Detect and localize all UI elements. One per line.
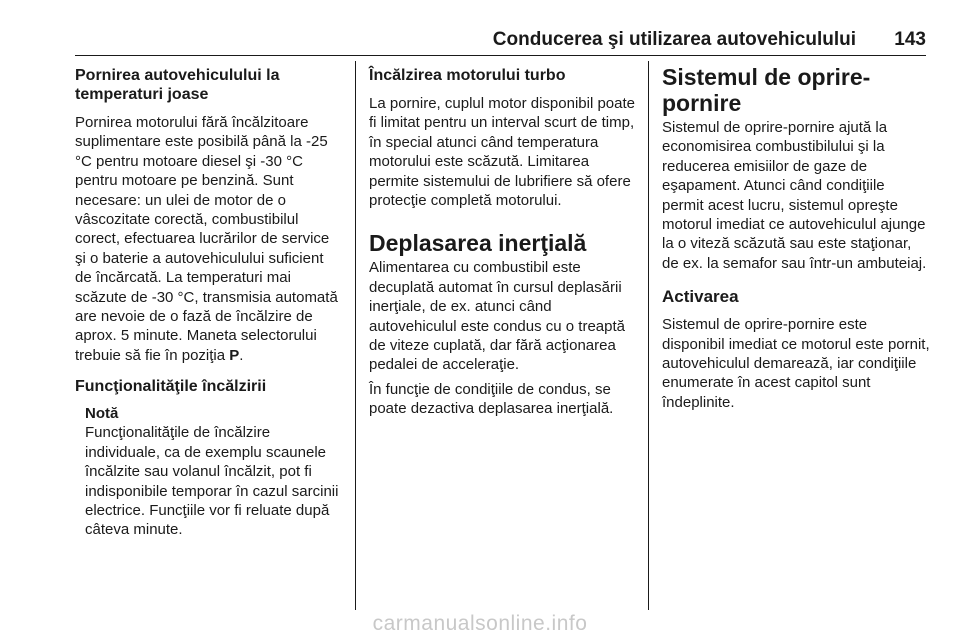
site-watermark: carmanualsonline.info (372, 612, 588, 635)
column-divider-1 (355, 61, 356, 610)
header-rule (75, 55, 926, 56)
note-label: Notă (85, 405, 119, 423)
cold-start-paragraph (75, 113, 343, 365)
selector-position-p: P (229, 346, 240, 364)
section-heading-coasting: Deplasarea inerţială (369, 230, 587, 257)
section-heading-stop-start: Sistemul de oprire-pornire (662, 64, 871, 116)
coasting-paragraph-2: În funcţie de condiţiile de condus, se poate dezactiva deplasarea inerţială. (369, 380, 614, 418)
section-heading-turbo: Încălzirea motorului turbo (369, 67, 566, 84)
page-number: 143 (894, 29, 926, 50)
note-block (85, 404, 343, 539)
turbo-paragraph: La pornire, cuplul motor disponibil poate fi limitat pentru un interval scurt de timp, în special atunci când temperatura motorului este scăzută. Limitarea permite sistemului de lubrifiere să ofere protecţie completă motorului. (369, 95, 635, 210)
column-3 (662, 65, 930, 412)
coasting-paragraph: Alimentarea cu combustibil este decuplată automat în cursul deplasării inerţiale, de ex. atunci când autovehiculul este condus cu o treaptă de viteze cuplată, dar fără acţionarea pedalei de acceleraţie. (369, 259, 626, 374)
cold-start-text-end: . (239, 346, 244, 364)
chapter-title: Conducerea şi utilizarea autovehiculului (492, 29, 856, 50)
column-2 (369, 65, 637, 419)
column-divider-2 (648, 61, 649, 610)
cold-start-text: Pornirea motorului fără încălzitoare suplimentare este posibilă până la -25 °C pentru motoare diesel şi -30 °C pentru motoare pe benzină. Sunt necesare: un ulei de motor de o vâscozitate corectă, combustibilul corect, efectuarea lucrărilor de service şi o baterie a autovehiculului suficient de încărcată. La temperaturi mai scăzute de -30 °C, transmisia automată are nevoie de o fază de încălzire de aprox. 5 minute. Maneta selectorului trebuie să fie în poziţia (75, 114, 338, 364)
section-heading-cold-start: Pornirea autovehiculului la temperaturi joase (75, 67, 280, 103)
page-header (75, 28, 926, 52)
section-heading-activation: Activarea (662, 287, 739, 307)
column-1 (75, 65, 343, 540)
section-heading-heating: Funcţionalităţile încălzirii (75, 378, 267, 396)
activation-paragraph: Sistemul de oprire-pornire este disponibil imediat ce motorul este pornit, autovehiculul demarează, iar condiţiile enumerate în acest capitol sunt îndeplinite. (662, 316, 930, 411)
note-text: Funcţionalităţile de încălzire individuale, ca de exemplu scaunele încălzite sau volanul încălzit, pot fi indisponibile temporar în cazul sarcinii electrice. Funcţiile vor fi reluate după câteva minute. (85, 424, 339, 539)
stop-start-paragraph: Sistemul de oprire-pornire ajută la economisirea combustibilului şi la reducerea emisiilor de gaze de eşapament. Atunci când condiţiile permit acest lucru, sistemul opreşte motorul imediat ce autovehiculul ajunge la o viteză scăzută sau este staţionar, de ex. la semafor sau într-un ambuteiaj. (662, 119, 927, 272)
